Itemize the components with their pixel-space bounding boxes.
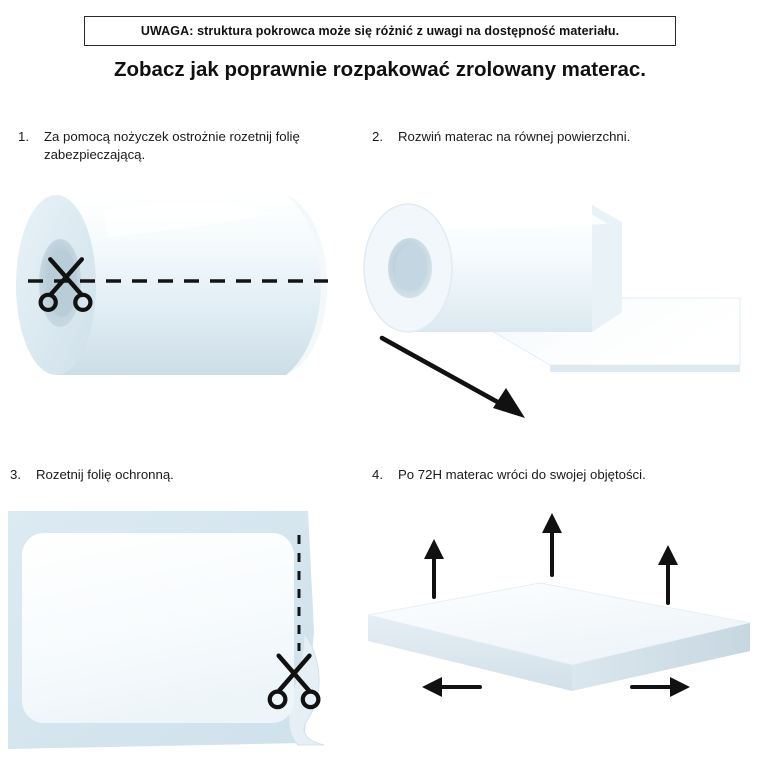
step-4-illustration — [360, 505, 755, 750]
step-3-caption — [10, 466, 340, 484]
notice-banner — [84, 16, 676, 46]
step-3-number: 3. — [10, 467, 21, 482]
step-4-caption — [372, 466, 722, 484]
unroll-arrow-icon — [382, 338, 525, 418]
step-1-text: Za pomocą nożyczek ostrożnie rozetnij folię zabezpieczającą. — [44, 129, 300, 162]
step-4-number: 4. — [372, 467, 383, 482]
rolled-mattress-shape — [364, 202, 622, 332]
step-1-illustration — [8, 175, 348, 390]
step-1-number: 1. — [18, 129, 29, 144]
rolled-mattress-shape — [16, 195, 327, 375]
step-2-illustration — [360, 160, 755, 435]
notice-text: UWAGA: struktura pokrowca może się różnić z uwagi na dostępność materiału. — [140, 24, 620, 38]
step-4-text: Po 72H materac wróci do swojej objętości. — [398, 467, 646, 482]
step-2-text: Rozwiń materac na równej powierzchni. — [398, 129, 631, 144]
step-3-illustration — [8, 505, 340, 755]
step-3-text: Rozetnij folię ochronną. — [36, 467, 174, 482]
mattress-slab — [368, 583, 750, 691]
page-title: Zobacz jak poprawnie rozpakować zrolowany materac. — [113, 58, 647, 81]
mattress-shape — [22, 533, 294, 723]
step-2-caption — [372, 128, 712, 146]
step-2-number: 2. — [372, 129, 383, 144]
step-1-caption — [18, 128, 338, 164]
